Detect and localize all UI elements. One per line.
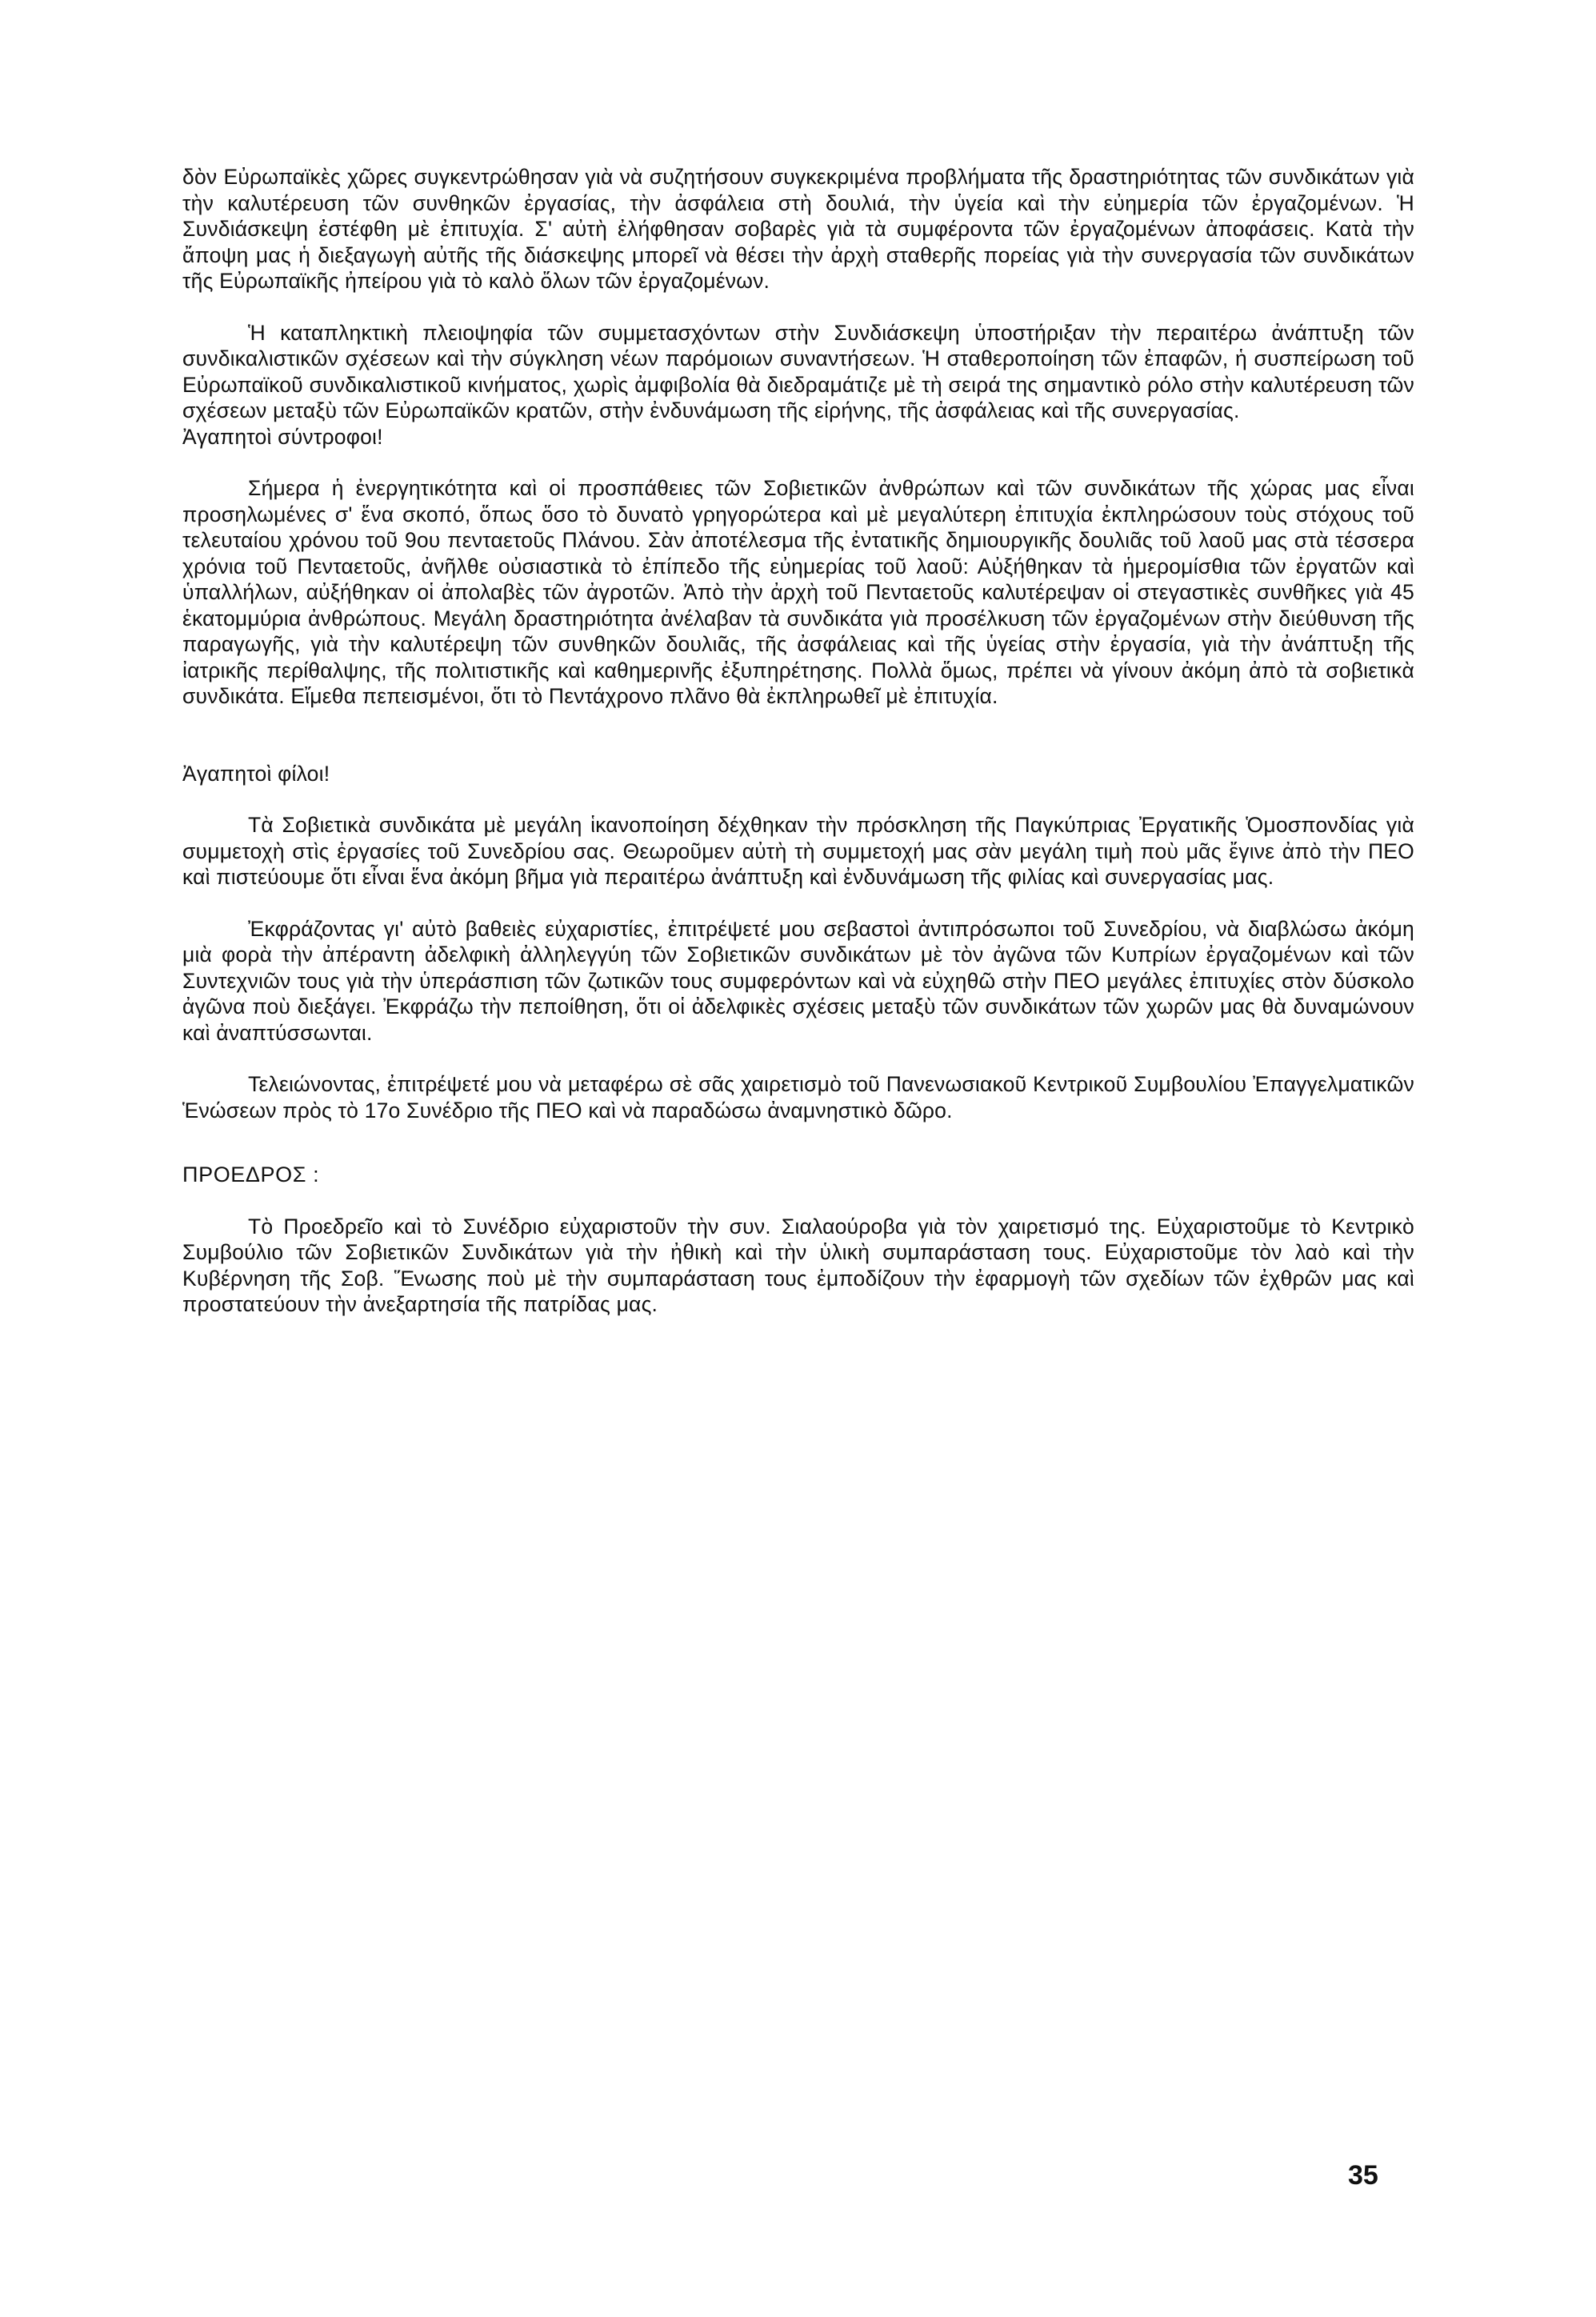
paragraph-1: δὸν Εὐρωπαϊκὲς χῶρες συγκεντρώθησαν γιὰ νὰ συζητήσουν συγκεκριμένα προβλήματα τῆς δραστηριότητας τῶν συνδικάτων γιὰ τὴν καλυτέρευση τῶν συνθηκῶν ἐργασίας, τὴν ἀσφάλεια στὴ δουλιά, τὴν ὑγεία καὶ τὴν εὐημερία τῶν ἐργαζομένων. Ἡ Συνδιάσκεψη ἐστέφθη μὲ ἐπιτυχία. Σ' αὐτὴ ἐλήφθησαν σοβαρὲς γιὰ τὰ συμφέροντα τῶν ἐργαζομένων ἀποφάσεις. Κατὰ τὴν ἄποψη μας ἡ διεξαγωγὴ αὐτῆς τῆς διάσκεψης μπορεῖ νὰ θέσει τὴν ἀρχὴ σταθερῆς πορείας γιὰ τὴν συνεργασία τῶν συνδικάτων τῆς Εὐρωπαϊκῆς ἠπείρου γιὰ τὸ καλὸ ὅλων τῶν ἐργαζομένων. <box>182 165 1414 293</box>
paragraph-2: Ἡ καταπληκτικὴ πλειοψηφία τῶν συμμετασχόντων στὴν Συνδιάσκεψη ὑποστήριξαν τὴν περαιτέρω ἀνάπτυξη τῶν συνδικαλιστικῶν σχέσεων καὶ τὴν σύγκληση νέων παρόμοιων συναντήσεων. Ἡ σταθεροποίηση τῶν ἐπαφῶν, ἡ συσπείρωση τοῦ Εὐρωπαϊκοῦ συνδικαλιστικοῦ κινήματος, χωρὶς ἀμφιβολία θὰ διεδραμάτιζε μὲ τὴ σειρά της σημαντικὸ ρόλο στὴν καλυτέρευση τῶν σχέσεων μεταξὺ τῶν Εὐρωπαϊκῶν κρατῶν, στὴν ἐνδυνάμωση τῆς εἰρήνης, τῆς ἀσφάλειας καὶ τῆς συνεργασίας. <box>182 320 1414 422</box>
paragraph-gap <box>182 786 1414 812</box>
paragraph-6: Τελειώνοντας, ἐπιτρέψετέ μου νὰ μεταφέρω σὲ σᾶς χαιρετισμὸ τοῦ Πανενωσιακοῦ Κεντρικοῦ Συμβουλίου Ἐπαγγελματικῶν Ἑνώσεων πρὸς τὸ 17ο Συνέδριο τῆς ΠΕΟ καὶ νὰ παραδώσω ἀναμνηστικὸ δῶρο. <box>182 1072 1414 1122</box>
paragraph-gap <box>182 1188 1414 1214</box>
paragraph-3: Σήμερα ἡ ἐνεργητικότητα καὶ οἱ προσπάθειες τῶν Σοβιετικῶν ἀνθρώπων καὶ τῶν συνδικάτων τῆς χώρας μας εἶναι προσηλωμένες σ' ἕνα σκοπό, ὅπως ὅσο τὸ δυνατὸ γρηγορώτερα καὶ μὲ μεγαλύτερη ἐπιτυχία ἐκπληρώσουν τοὺς στόχους τοῦ τελευταίου χρόνου τοῦ 9ου πενταετοῦς Πλάνου. Σὰν ἀποτέλεσμα τῆς ἐντατικῆς δημιουργικῆς δουλιᾶς τοῦ λαοῦ μας στὰ τέσσερα χρόνια τοῦ Πενταετοῦς, ἀνῆλθε οὐσιαστικὰ τὸ ἐπίπεδο τῆς εὐημερίας τοῦ λαοῦ: Αὐξήθηκαν τὰ ἡμερομίσθια τῶν ἐργατῶν καὶ ὑπαλλήλων, αὐξήθηκαν οἱ ἀπολαβὲς τῶν ἀγροτῶν. Ἀπὸ τὴν ἀρχὴ τοῦ Πενταετοῦς καλυτέρεψαν οἱ στεγαστικὲς συνθῆκες γιὰ 45 ἑκατομμύρια ἀνθρώπους. Μεγάλη δραστηριότητα ἀνέλαβαν τὰ συνδικάτα γιὰ προσέλκυση τῶν ἐργαζομένων στὴν διεύθυνση τῆς παραγωγῆς, γιὰ τὴν καλυτέρεψη τῶν συνθηκῶν δουλιᾶς, τῆς ἀσφάλειας καὶ τῆς ὑγείας στὴν ἐργασία, γιὰ τὴν ἀνάπτυξη τῆς ἰατρικῆς περίθαλψης, τῆς πολιτιστικῆς καὶ καθημερινῆς ἐξυπηρέτησης. Πολλὰ ὅμως, πρέπει νὰ γίνουν ἀκόμη ἀπὸ τὰ σοβιετικὰ συνδικάτα. Εἴμεθα πεπεισμένοι, ὅτι τὸ Πεντάχρονο πλᾶνο θὰ ἐκπληρωθεῖ μὲ ἐπιτυχία. <box>182 476 1414 708</box>
paragraph-gap <box>182 890 1414 916</box>
page-number: 35 <box>1348 2160 1378 2191</box>
paragraph-4: Τὰ Σοβιετικὰ συνδικάτα μὲ μεγάλη ἱκανοποίηση δέχθηκαν τὴν πρόσκληση τῆς Παγκύπριας Ἐργατικῆς Ὁμοσπονδίας γιὰ συμμετοχὴ στὶς ἐργασίες τοῦ Συνεδρίου σας. Θεωροῦμεν αὐτὴ τὴ συμμετοχή μας σὰν μεγάλη τιμὴ ποὺ μᾶς ἔγινε ἀπὸ τὴν ΠΕΟ καὶ πιστεύουμε ὅτι εἶναι ἕνα ἀκόμη βῆμα γιὰ περαιτέρω ἀνάπτυξη καὶ ἐνδυνάμωση τῆς φιλίας καὶ συνεργασίας μας. <box>182 813 1414 889</box>
paragraph-gap <box>182 1123 1414 1162</box>
paragraph-gap <box>182 710 1414 761</box>
speaker-heading: ΠΡΟΕΔΡΟΣ : <box>182 1163 320 1187</box>
document-page <box>182 164 1414 1318</box>
paragraph-gap <box>182 294 1414 320</box>
salutation-friends: Ἀγαπητοὶ φίλοι! <box>182 761 330 786</box>
paragraph-gap <box>182 1046 1414 1071</box>
paragraph-5: Ἐκφράζοντας γι' αὐτὸ βαθειὲς εὐχαριστίες, ἐπιτρέψετέ μου σεβαστοὶ ἀντιπρόσωποι τοῦ Συνεδρίου, νὰ διαβλώσω ἀκόμη μιὰ φορὰ τὴν ἀπέραντη ἀδελφικὴ ἀλληλεγγύη τῶν Σοβιετικῶν συνδικάτων μὲ τὸν ἀγῶνα τῶν Κυπρίων ἐργαζομένων καὶ τῶν Συντεχνιῶν τους γιὰ τὴν ὑπεράσπιση τῶν ζωτικῶν τους συμφερόντων καὶ νὰ εὐχηθῶ στὴν ΠΕΟ μεγάλες ἐπιτυχίες στὸν δύσκολο ἀγῶνα ποὺ διεξάγει. Ἐκφράζω τὴν πεποίθηση, ὅτι οἱ ἀδελφικὲς σχέσεις μεταξὺ τῶν συνδικάτων τῶν χωρῶν μας θὰ δυναμώνουν καὶ ἀναπτύσσωνται. <box>182 916 1414 1045</box>
paragraph-7: Τὸ Προεδρεῖο καὶ τὸ Συνέδριο εὐχαριστοῦν τὴν συν. Σιαλαούροβα γιὰ τὸν χαιρετισμό της. Εὐχαριστοῦμε τὸ Κεντρικὸ Συμβούλιο τῶν Σοβιετικῶν Συνδικάτων γιὰ τὴν ἠθικὴ καὶ τὴν ὑλικὴ συμπαράσταση τους. Εὐχαριστοῦμε τὸν λαὸ καὶ τὴν Κυβέρνηση τῆς Σοβ. Ἕνωσης ποὺ μὲ τὴν συμπαράσταση τους ἐμποδίζουν τὴν ἐφαρμογὴ τῶν σχεδίων τῶν ἐχθρῶν μας καὶ προστατεύουν τὴν ἀνεξαρτησία τῆς πατρίδας μας. <box>182 1214 1414 1316</box>
salutation-comrades: Ἀγαπητοὶ σύντροφοι! <box>182 424 383 449</box>
paragraph-gap <box>182 450 1414 475</box>
